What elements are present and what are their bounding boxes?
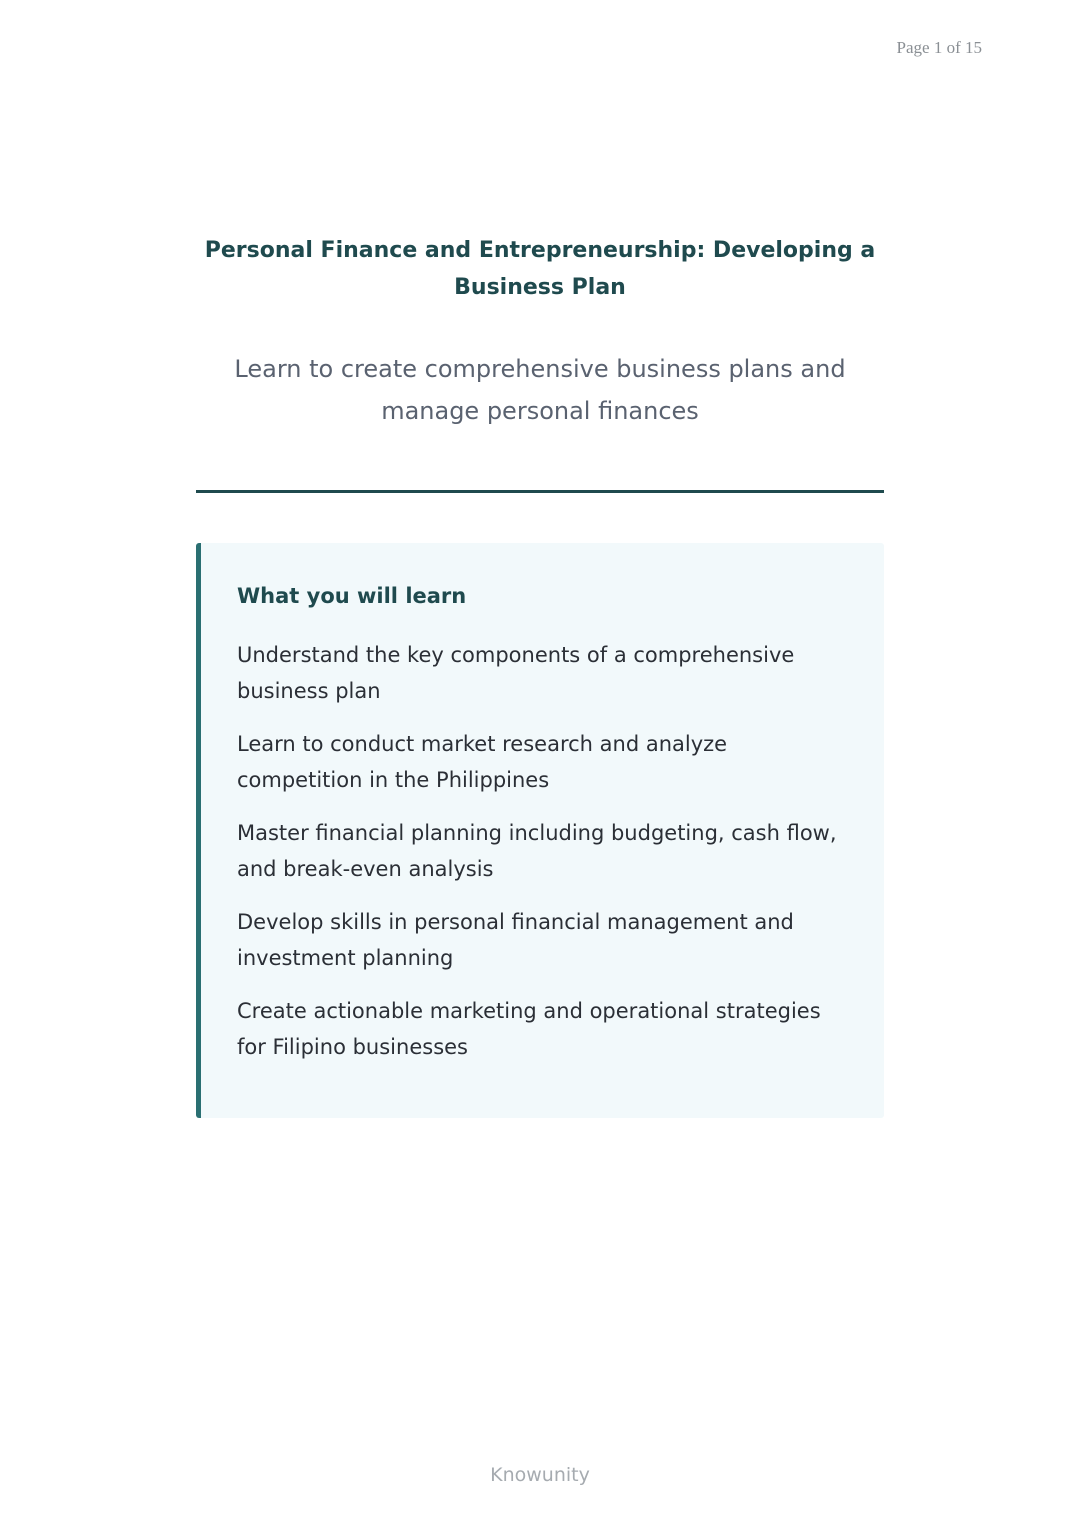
page-number: Page 1 of 15 (896, 38, 982, 57)
list-item: Master financial planning including budgeting, cash flow, and break-even analysis (237, 821, 837, 881)
learning-objectives-heading: What you will learn (237, 584, 467, 608)
list-item: Learn to conduct market research and analyze competition in the Philippines (237, 732, 728, 792)
document-subtitle: Learn to create comprehensive business plans and manage personal finances (234, 355, 846, 425)
list-item: Understand the key components of a comprehensive business plan (237, 643, 795, 703)
list-item: Create actionable marketing and operational strategies for Filipino businesses (237, 999, 821, 1059)
document-title: Personal Finance and Entrepreneurship: Developing a Business Plan (204, 238, 876, 300)
list-item: Develop skills in personal financial management and investment planning (237, 910, 794, 970)
title-divider (196, 490, 884, 493)
learning-objectives-list (237, 638, 844, 1065)
learning-objectives-box (196, 543, 884, 1118)
footer-brand: Knowunity (490, 1464, 590, 1486)
